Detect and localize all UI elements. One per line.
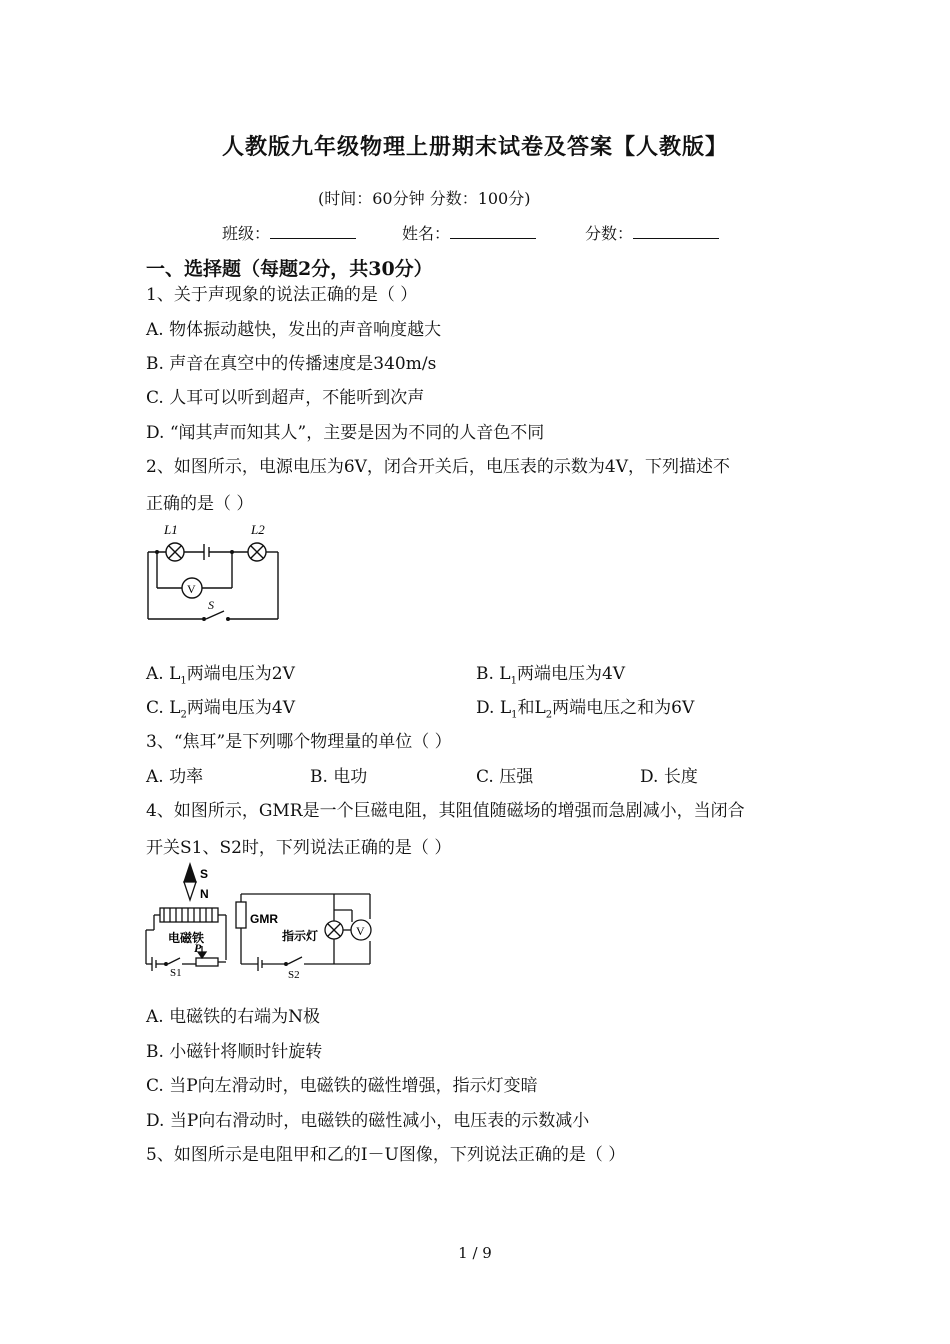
q2-fig-label-l1: L1 — [164, 522, 178, 537]
q4-fig-label-s: S — [200, 867, 209, 881]
name-blank[interactable] — [450, 224, 536, 239]
q2-option-a: A. $L_1$两端电压为2V — [146, 664, 295, 687]
score-blank[interactable] — [633, 224, 719, 239]
q2-fig-label-l2: L2 — [251, 522, 265, 537]
q4-fig-label-gmr: GMR — [250, 912, 278, 926]
q4-fig-label-p: P — [194, 941, 202, 955]
q3-option-d: D. 长度 — [640, 767, 698, 787]
q2-fig-label-s: S — [208, 598, 214, 612]
q3-option-a: A. 功率 — [146, 767, 204, 787]
q1-stem: 1、关于声现象的说法正确的是（ ） — [146, 285, 418, 305]
q4-circuit-figure — [138, 860, 378, 980]
q2-option-d: D. $L_1$和$L_2$两端电压之和为6V — [476, 698, 695, 721]
class-blank[interactable] — [270, 224, 356, 239]
page-title: 人教版九年级物理上册期末试卷及答案【人教版】 — [221, 134, 728, 160]
q3-option-b: B. 电功 — [310, 767, 368, 787]
page-number: 1 / 9 — [458, 1244, 492, 1262]
q5-stem: 5、如图所示是电阻甲和乙的I－U图像，下列说法正确的是（ ） — [146, 1145, 626, 1165]
name-label: 姓名： — [402, 224, 451, 243]
class-label: 班级： — [222, 224, 271, 243]
q1-option-d: D. “闻其声而知其人”，主要是因为不同的人音色不同 — [146, 423, 545, 443]
score-field — [585, 221, 719, 244]
score-label: 分数： — [585, 224, 634, 243]
q2-fig-label-v: V — [187, 582, 196, 596]
q4-fig-label-magnet: 电磁铁 — [168, 931, 205, 945]
q2-option-c: C. $L_2$两端电压为4V — [146, 698, 295, 721]
q4-option-d: D. 当P向右滑动时，电磁铁的磁性减小，电压表的示数减小 — [146, 1111, 590, 1131]
time-score: (时间：60分钟 分数：100分) — [318, 189, 531, 208]
section-heading: 一、选择题（每题2分，共30分） — [146, 258, 433, 280]
q4-option-c: C. 当P向左滑动时，电磁铁的磁性增强，指示灯变暗 — [146, 1076, 538, 1096]
q2-circuit-figure — [140, 516, 290, 626]
q4-option-a: A. 电磁铁的右端为N极 — [146, 1007, 320, 1027]
class-field — [222, 221, 356, 244]
q4-option-b: B. 小磁针将顺时针旋转 — [146, 1042, 323, 1062]
q1-option-a: A. 物体振动越快，发出的声音响度越大 — [146, 320, 442, 340]
name-field — [402, 221, 536, 244]
q4-fig-label-lamp: 指示灯 — [282, 929, 319, 943]
q1-option-c: C. 人耳可以听到超声，不能听到次声 — [146, 388, 425, 408]
q2-option-b: B. $L_1$两端电压为4V — [476, 664, 626, 687]
q4-fig-label-n: N — [200, 887, 209, 901]
q2-stem-line1: 2、如图所示，电源电压为6V，闭合开关后，电压表的示数为4V，下列描述不 — [146, 457, 730, 477]
q1-option-b: B. 声音在真空中的传播速度是340m/s — [146, 354, 437, 374]
q3-option-c: C. 压强 — [476, 767, 534, 787]
q4-fig-label-s1: S1 — [170, 967, 182, 979]
q4-stem-line1: 4、如图所示，GMR是一个巨磁电阻，其阻值随磁场的增强而急剧减小，当闭合 — [146, 801, 745, 821]
q2-stem-line2: 正确的是（ ） — [146, 494, 254, 514]
q4-fig-label-s2: S2 — [288, 969, 300, 980]
q4-stem-line2: 开关S1、S2时，下列说法正确的是（ ） — [146, 838, 452, 858]
q3-stem: 3、“焦耳”是下列哪个物理量的单位（ ） — [146, 732, 452, 752]
q4-fig-label-v: V — [356, 924, 365, 938]
